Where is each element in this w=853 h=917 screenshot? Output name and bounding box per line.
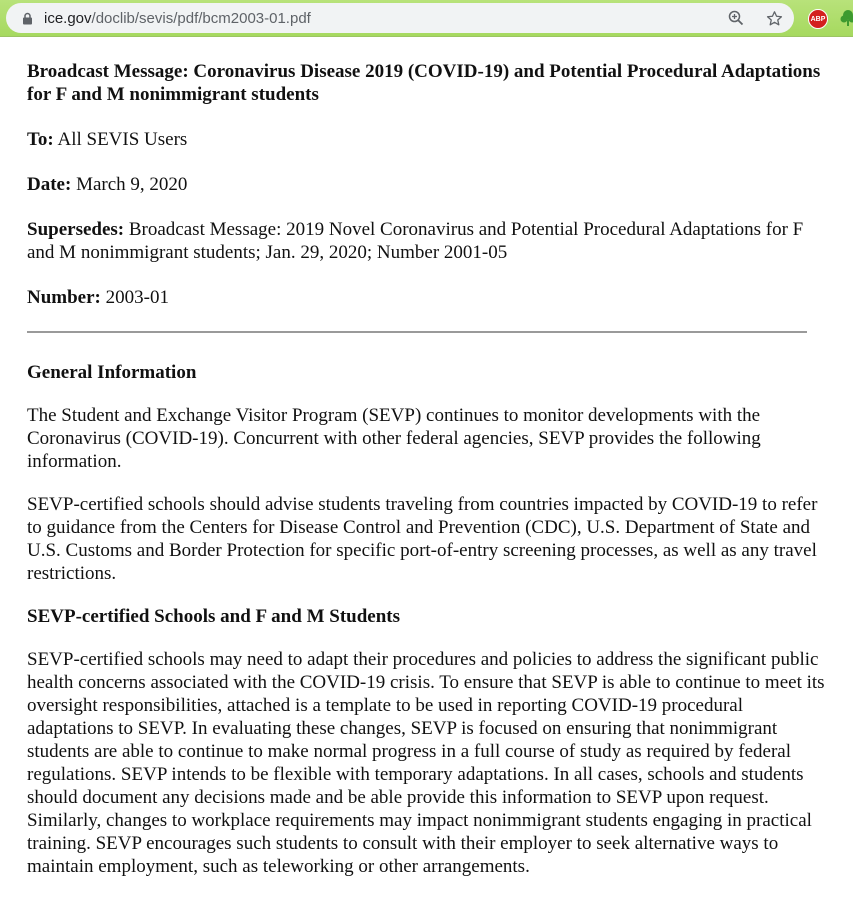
url-text[interactable] [44,10,311,27]
url-path: /doclib/sevis/pdf/bcm2003-01.pdf [91,9,311,27]
to-line [27,128,826,151]
paragraph: SEVP-certified schools may need to adapt their procedures and policies to address the significant public health concerns associated with the COVID-19 crisis. To ensure that SEVP is able to continue to meet its oversight responsibilities, attached is a template to be used in reporting COVID-19 procedural adaptations to SEVP. In evaluating these changes, SEVP is focused on ensuring that nonimmigrant students are able to continue to make normal progress in a full course of study as required by federal regulations. SEVP intends to be flexible with temporary adaptations. In all cases, schools and students should document any decisions made and be able provide this information to SEVP upon request. Similarly, changes to workplace requirements may impact nonimmigrant students engaging in practical training. SEVP encourages such students to consult with their employer to seek alternative ways to maintain employment, such as teleworking or other arrangements. [27,649,825,877]
to-value: All SEVIS Users [57,129,188,150]
number-value: 2003-01 [105,287,169,308]
number-label: Number: [27,287,101,308]
date-label: Date: [27,174,72,195]
number-line [27,286,826,309]
extension-icon[interactable] [840,9,853,27]
browser-toolbar [0,0,853,37]
document-title: Broadcast Message: Coronavirus Disease 2019 (COVID-19) and Potential Procedural Adaptations for F and M nonimmigrant students [27,61,821,105]
bookmark-star-icon[interactable] [764,8,784,28]
section-divider [27,331,807,333]
section-heading-schools-and-students: SEVP-certified Schools and F and M Students [27,606,400,627]
url-host: ice.gov [44,9,92,27]
supersedes-label: Supersedes: [27,219,125,240]
supersedes-line [27,218,826,264]
zoom-icon[interactable] [726,8,746,28]
pdf-document [0,60,853,878]
section-heading-general-information: General Information [27,362,197,383]
paragraph: The Student and Exchange Visitor Program (SEVP) continues to monitor developments with the Coronavirus (COVID-19). Concurrent with other federal agencies, SEVP provides the following information. [27,405,761,472]
date-line [27,173,826,196]
lock-icon[interactable] [22,11,34,25]
address-bar[interactable] [6,3,794,33]
to-label: To: [27,129,54,150]
date-value: March 9, 2020 [76,174,188,195]
supersedes-value: Broadcast Message: 2019 Novel Coronavirus and Potential Procedural Adaptations for F and M nonimmigrant students; Jan. 29, 2020; Number 2001-05 [27,219,804,263]
paragraph: SEVP-certified schools should advise students traveling from countries impacted by COVID-19 to refer to guidance from the Centers for Disease Control and Prevention (CDC), U.S. Department of State and U.S. Customs and Border Protection for specific port-of-entry screening processes, as well as any travel restrictions. [27,494,818,584]
adblock-plus-icon[interactable]: ABP [808,9,828,29]
